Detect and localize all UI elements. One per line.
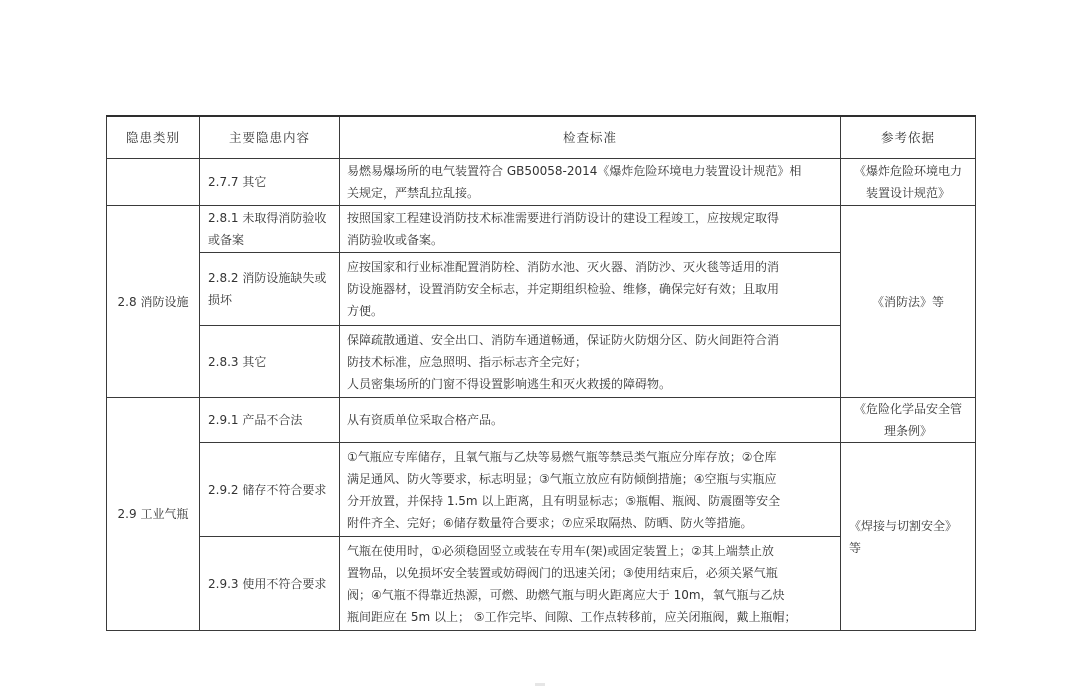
reference-2-9-2-3: 《焊接与切割安全》 等 [841, 443, 976, 631]
page-marker [535, 683, 545, 686]
category-2-9: 2.9 工业气瓶 [107, 398, 200, 631]
standard-2-8-2: 应按国家和行业标准配置消防栓、消防水池、灭火器、消防沙、灭火毯等适用的消 防设施器材，设置消防安全标志，并定期组织检验、维修，确保完好有效；且取用 方便。 [340, 253, 841, 326]
header-category: 隐患类别 [107, 116, 200, 159]
table-row [107, 443, 976, 537]
reference-2-7-7: 《爆炸危险环境电力 装置设计规范》 [841, 159, 976, 206]
standard-2-9-2: ①气瓶应专库储存，且氧气瓶与乙炔等易燃气瓶等禁忌类气瓶应分库存放；②仓库 满足通风、防火等要求，标志明显；③气瓶立放应有防倾倒措施；④空瓶与实瓶应 分开放置，并保持 1.5m 以上距离，且有明显标志；⑤瓶帽、瓶阀、防震圈等安全 附件齐全、完好；⑥储存数量符合要求；⑦应采取隔热、防晒、防火等措施。 [340, 443, 841, 537]
table-header-row [107, 116, 976, 159]
item-2-9-1: 2.9.1 产品不合法 [200, 398, 340, 443]
item-2-8-3: 2.8.3 其它 [200, 326, 340, 398]
standard-2-7-7: 易燃易爆场所的电气装置符合 GB50058-2014《爆炸危险环境电力装置设计规范》相 关规定，严禁乱拉乱接。 [340, 159, 841, 206]
header-reference: 参考依据 [841, 116, 976, 159]
item-2-9-3: 2.9.3 使用不符合要求 [200, 537, 340, 631]
table-row [107, 398, 976, 443]
standard-2-8-1: 按照国家工程建设消防技术标准需要进行消防设计的建设工程竣工，应按规定取得 消防验收或备案。 [340, 206, 841, 253]
category-2-8: 2.8 消防设施 [107, 206, 200, 398]
header-check-standard: 检查标准 [340, 116, 841, 159]
item-2-8-2: 2.8.2 消防设施缺失或 损坏 [200, 253, 340, 326]
category-cell-empty [107, 159, 200, 206]
page-top-margin [0, 0, 1080, 115]
reference-2-8: 《消防法》等 [841, 206, 976, 398]
header-main-content: 主要隐患内容 [200, 116, 340, 159]
reference-2-9-1: 《危险化学品安全管 理条例》 [841, 398, 976, 443]
table-row [107, 159, 976, 206]
item-2-8-1: 2.8.1 未取得消防验收 或备案 [200, 206, 340, 253]
standard-2-9-1: 从有资质单位采取合格产品。 [340, 398, 841, 443]
hazard-check-table [106, 115, 976, 631]
item-2-9-2: 2.9.2 储存不符合要求 [200, 443, 340, 537]
document-page [106, 115, 975, 631]
standard-2-8-3: 保障疏散通道、安全出口、消防车通道畅通，保证防火防烟分区、防火间距符合消 防技术标准，应急照明、指示标志齐全完好； 人员密集场所的门窗不得设置影响逃生和灭火救援的障碍物。 [340, 326, 841, 398]
item-2-7-7: 2.7.7 其它 [200, 159, 340, 206]
table-row [107, 206, 976, 253]
standard-2-9-3: 气瓶在使用时，①必须稳固竖立或装在专用车(架)或固定装置上；②其上端禁止放 置物品，以免损坏安全装置或妨碍阀门的迅速关闭；③使用结束后，必须关紧气瓶 阀；④气瓶不得靠近热源，可燃、助燃气瓶与明火距离应大于 10m，氧气瓶与乙炔 瓶间距应在 5m 以上； ⑤工作完毕、间隙、工作点转移前，应关闭瓶阀，戴上瓶帽； [340, 537, 841, 631]
